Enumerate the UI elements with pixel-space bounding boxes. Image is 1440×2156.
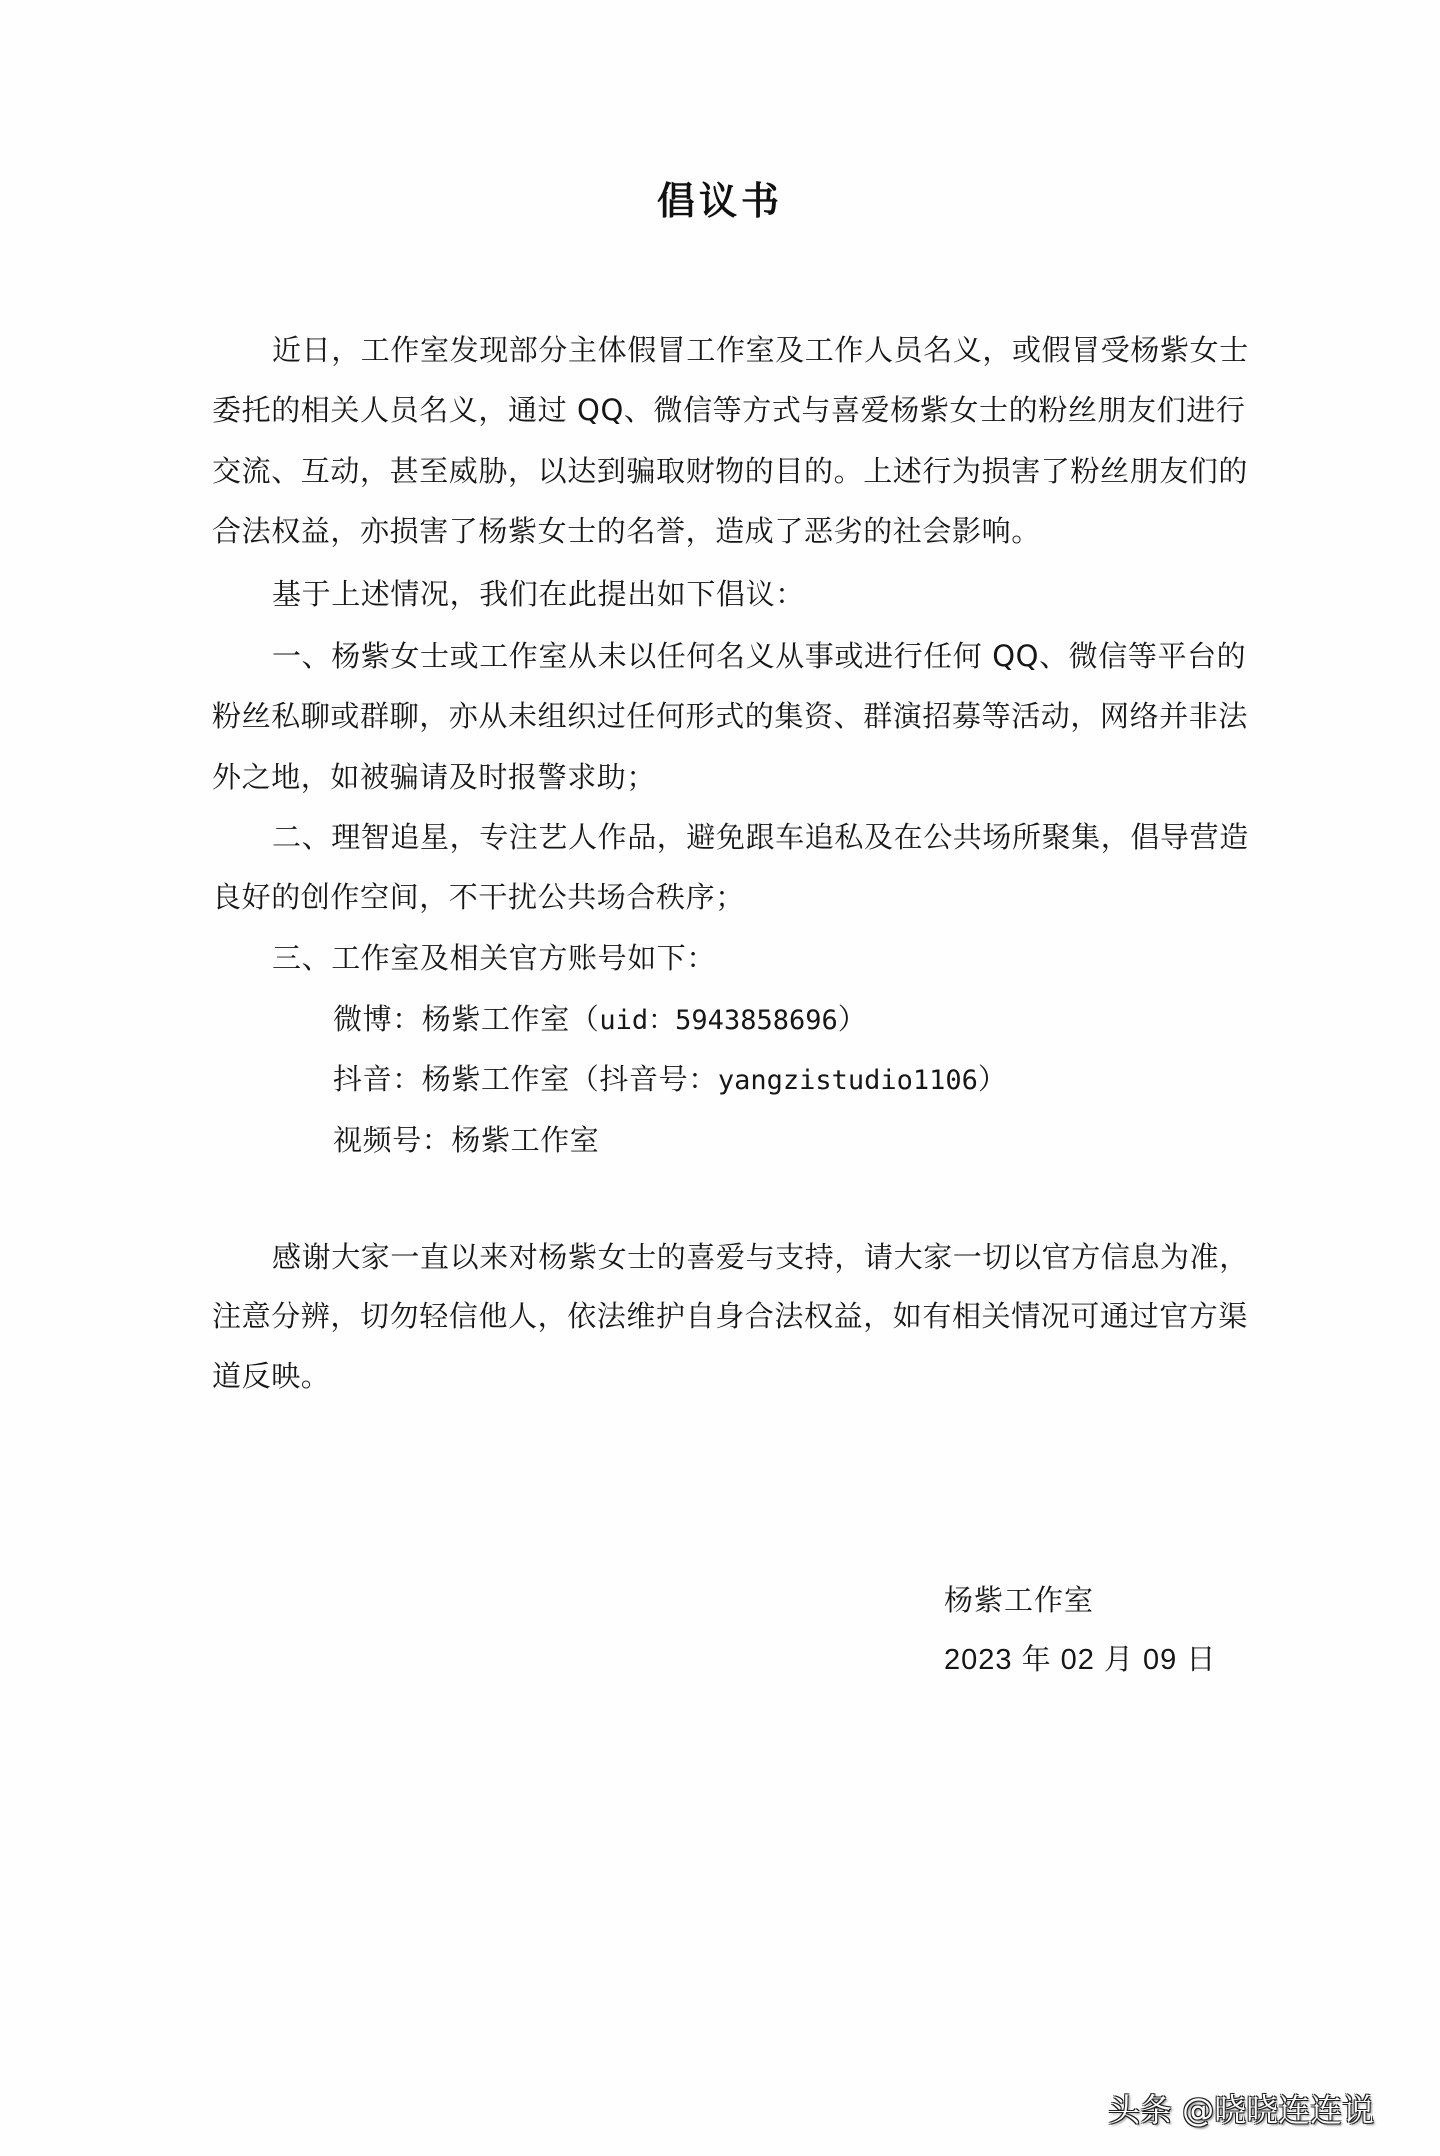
item1-line: 粉丝私聊或群聊，亦从未组织过任何形式的集资、群演招募等活动，网络并非法 (212, 699, 1249, 733)
account-handle: uid：5943858696 (599, 1005, 838, 1036)
item2-line: 二、理智追星，专注艺人作品，避免跟车追私及在公共场所聚集，倡导营造 (272, 820, 1249, 854)
item2-line: 良好的创作空间，不干扰公共场合秩序； (212, 880, 745, 914)
paragraph-line: 交流、互动，甚至威胁，以达到骗取财物的目的。上述行为损害了粉丝朋友们的 (212, 454, 1249, 488)
closing-line: 注意分辨，切勿轻信他人，依法维护自身合法权益，如有相关情况可通过官方渠 (212, 1299, 1249, 1333)
account-close: ） (837, 1002, 868, 1036)
account-douyin (333, 1059, 1008, 1101)
account-platform: 微博：杨紫工作室（ (333, 1002, 600, 1036)
signature: 杨紫工作室 (944, 1583, 1095, 1617)
account-platform: 抖音：杨紫工作室（抖音号： (333, 1062, 718, 1096)
paragraph-line: 合法权益，亦损害了杨紫女士的名誉，造成了恶劣的社会影响。 (212, 514, 1041, 548)
item1-line: 一、杨紫女士或工作室从未以任何名义从事或进行任何 QQ、微信等平台的 (272, 639, 1247, 673)
paragraph-line: 委托的相关人员名义，通过 QQ、微信等方式与喜爱杨紫女士的粉丝朋友们进行 (212, 393, 1246, 427)
item1-line: 外之地，如被骗请及时报警求助； (212, 760, 657, 794)
account-close: ） (977, 1062, 1008, 1096)
closing-line: 道反映。 (212, 1359, 331, 1393)
document-title: 倡议书 (656, 179, 783, 223)
closing-line: 感谢大家一直以来对杨紫女士的喜爱与支持，请大家一切以官方信息为准， (272, 1240, 1249, 1274)
item3-line: 三、工作室及相关官方账号如下： (272, 941, 717, 975)
intro-line: 基于上述情况，我们在此提出如下倡议： (272, 577, 805, 611)
account-weibo (333, 999, 867, 1041)
account-channels (333, 1120, 599, 1160)
paragraph-line: 近日，工作室发现部分主体假冒工作室及工作人员名义，或假冒受杨紫女士 (272, 333, 1249, 367)
account-platform: 视频号：杨紫工作室 (333, 1123, 600, 1157)
account-handle: yangzistudio1106 (717, 1065, 978, 1096)
watermark: 头条 @晓晓连连说 (1108, 2091, 1375, 2129)
signature-date: 2023 年 02 月 09 日 (944, 1644, 1217, 1676)
